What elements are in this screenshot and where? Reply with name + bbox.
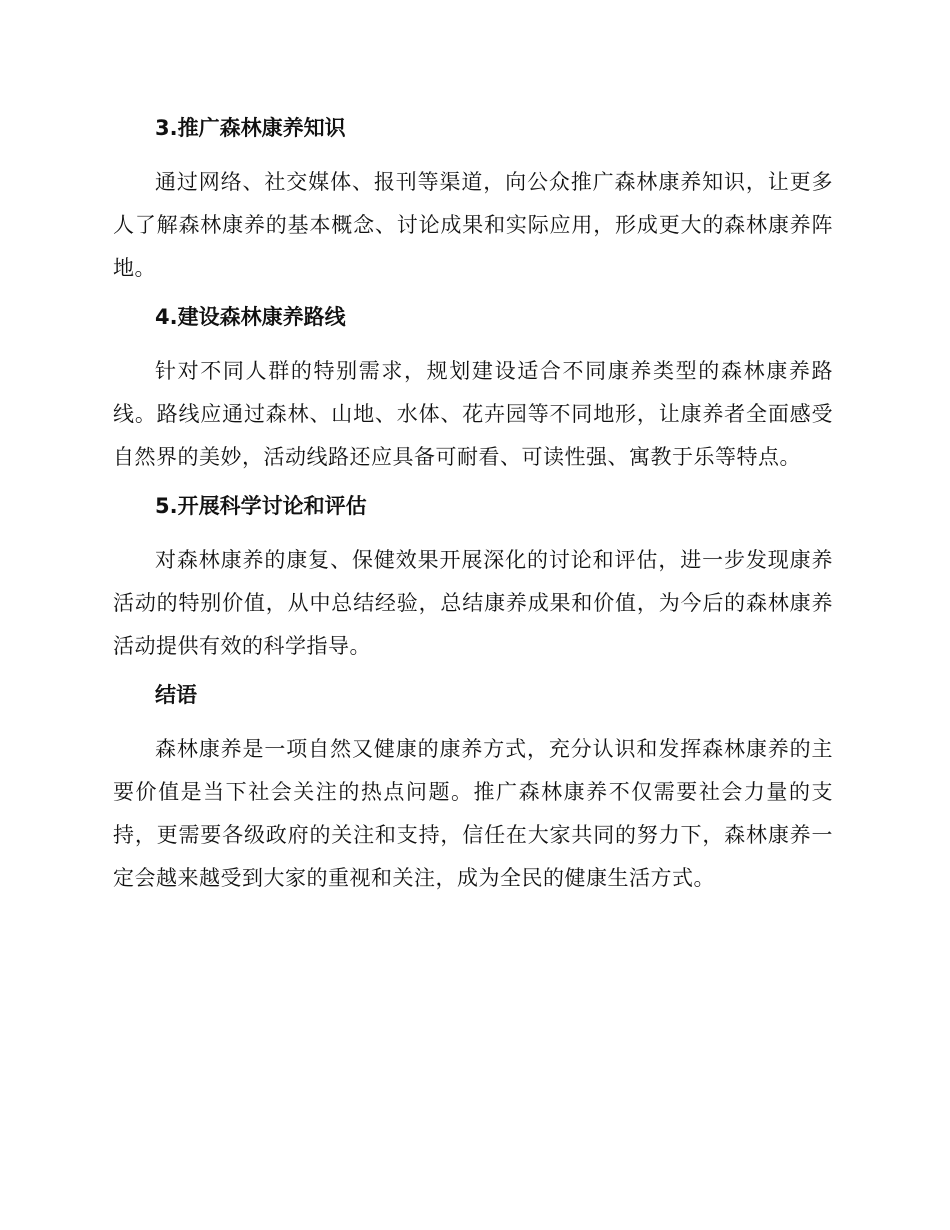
section-heading: 结语 [155,683,197,707]
section-paragraph: 针对不同人群的特别需求，规划建设适合不同康养类型的森林康养路线。路线应通过森林、山地、水体、花卉园等不同地形，让康养者全面感受自然界的美妙，活动线路还应具备可耐看、可读性强、寓教于乐等特点。 [113,359,833,469]
section-paragraph: 对森林康养的康复、保健效果开展深化的讨论和评估，进一步发现康养活动的特别价值，从中总结经验，总结康养成果和价值，为今后的森林康养活动提供有效的科学指导。 [113,548,833,658]
section-build-routes [113,302,833,479]
section-paragraph: 森林康养是一项自然又健康的康养方式，充分认识和发挥森林康养的主要价值是当下社会关注的热点问题。推广森林康养不仅需要社会力量的支持，更需要各级政府的关注和支持，信任在大家共同的努力下，森林康养一定会越来越受到大家的重视和关注，成为全民的健康生活方式。 [113,737,833,890]
section-conclusion [113,680,833,900]
section-heading: 3.推广森林康养知识 [155,116,346,140]
document-content [113,113,833,912]
section-promote-knowledge [113,113,833,290]
section-heading: 5.开展科学讨论和评估 [155,494,367,518]
section-heading: 4.建设森林康养路线 [155,305,346,329]
section-paragraph: 通过网络、社交媒体、报刊等渠道，向公众推广森林康养知识，让更多人了解森林康养的基本概念、讨论成果和实际应用，形成更大的森林康养阵地。 [113,170,833,280]
section-research-evaluation [113,491,833,668]
